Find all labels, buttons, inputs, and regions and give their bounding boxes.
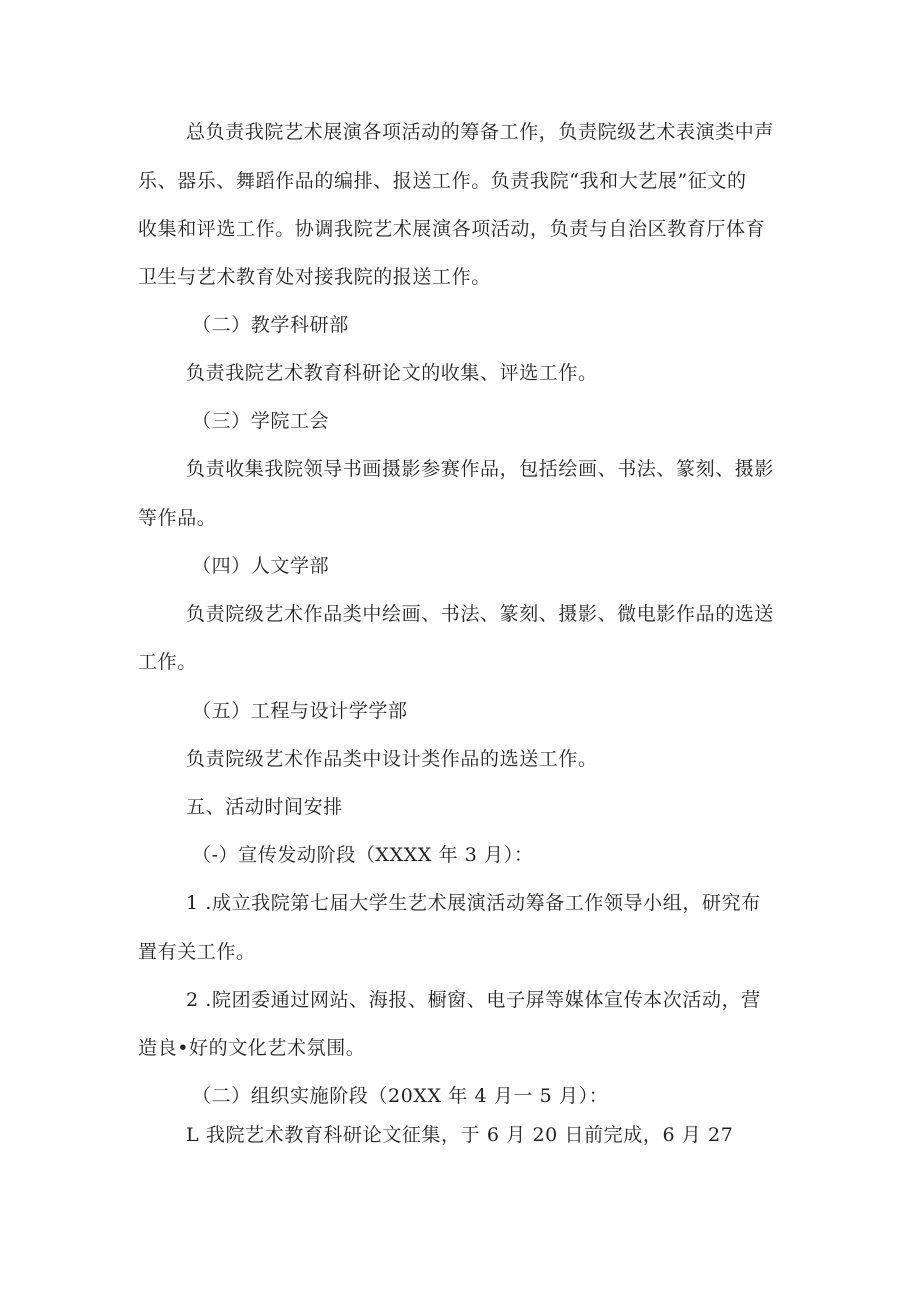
section-heading-engineering-design: （五）工程与设计学学部 <box>192 700 408 722</box>
paragraph-1-line-1: 总负责我院艺术展演各项活动的筹备工作，负责院级艺术表演类中声 <box>186 121 775 143</box>
subsection-heading-implementation: （二）组织实施阶段（20XX 年 4 月一 5 月）： <box>192 1085 609 1107</box>
section-heading-schedule: 五、活动时间安排 <box>186 796 343 818</box>
paragraph-1-line-2: 乐、器乐、舞蹈作品的编排、报送工作。负责我院“我和大艺展”征文的 <box>138 170 747 192</box>
paragraph-engineering-design: 负责院级艺术作品类中设计类作品的选送工作。 <box>186 748 598 770</box>
list-item-2-line-2: 造良•好的文化艺术氛围。 <box>138 1037 366 1059</box>
section-heading-union: （三）学院工会 <box>192 410 330 432</box>
paragraph-1-line-4: 卫生与艺术教育处对接我院的报送工作。 <box>138 266 491 288</box>
paragraph-humanities-line-2: 工作。 <box>138 651 197 673</box>
section-heading-humanities: （四）人文学部 <box>192 555 330 577</box>
paragraph-humanities-line-1: 负责院级艺术作品类中绘画、书法、篆刻、摄影、微电影作品的选送 <box>186 603 775 625</box>
subsection-heading-promotion: （-）宣传发动阶段（XXXX 年 3 月）： <box>192 844 534 866</box>
paragraph-union-line-1: 负责收集我院领导书画摄影参赛作品，包括绘画、书法、篆刻、摄影 <box>186 458 775 480</box>
list-item-l-line-1: L 我院艺术教育科研论文征集，于 6 月 20 日前完成，6 月 27 <box>186 1124 734 1146</box>
paragraph-1-line-3: 收集和评选工作。协调我院艺术展演各项活动，负责与自治区教育厅体育 <box>138 218 766 240</box>
section-heading-teaching-research: （二）教学科研部 <box>192 314 349 336</box>
list-item-1-line-1: 1 .成立我院第七届大学生艺术展演活动筹备工作领导小组，研究布 <box>186 892 761 914</box>
list-item-2-line-1: 2 .院团委通过网站、海报、橱窗、电子屏等媒体宣传本次活动，营 <box>186 989 761 1011</box>
list-item-1-line-2: 置有关工作。 <box>138 941 256 963</box>
paragraph-union-line-2: 等作品。 <box>138 507 217 529</box>
paragraph-teaching-research: 负责我院艺术教育科研论文的收集、评选工作。 <box>186 362 598 384</box>
